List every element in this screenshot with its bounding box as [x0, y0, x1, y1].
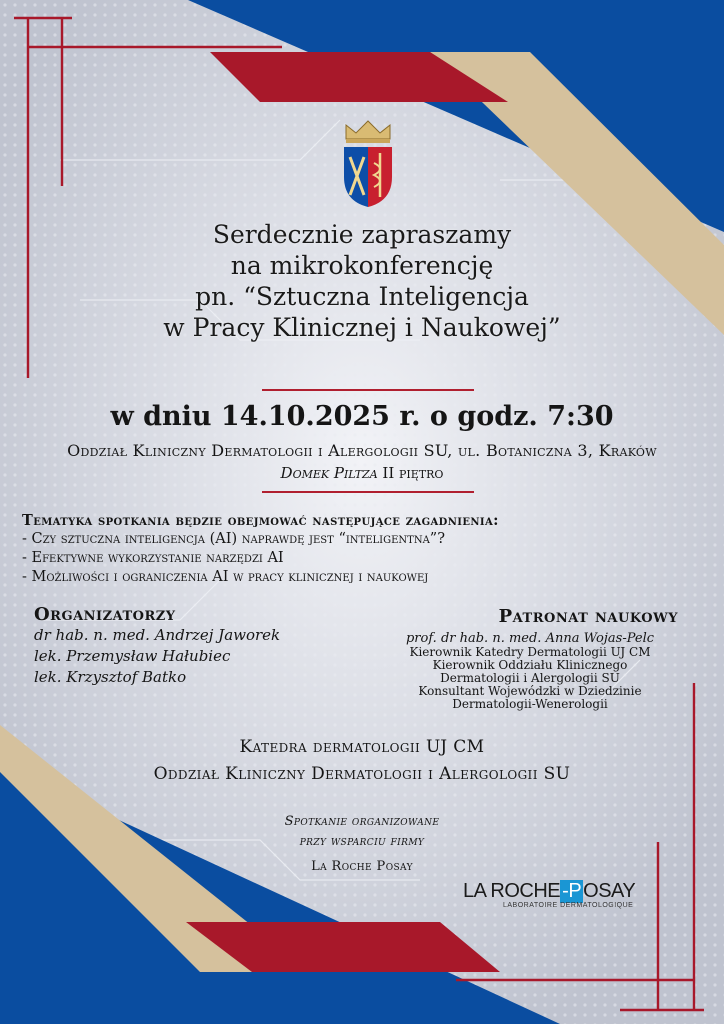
organizer-name: dr hab. n. med. Andrzej Jaworek	[34, 626, 281, 644]
sponsor-line-2: przy wsparciu firmy	[299, 834, 425, 849]
patron-title: Kierownik Katedry Dermatologii UJ CM	[409, 645, 651, 659]
patron-title: Kierownik Oddziału Klinicznego	[432, 658, 628, 672]
divider-top	[262, 389, 474, 391]
organizer-name: lek. Przemysław Hałubiec	[34, 647, 231, 665]
organizers-section	[34, 604, 354, 688]
venue-name: Domek Piltza	[280, 464, 378, 482]
logo-text-right: OSAY	[583, 880, 636, 902]
institution-line-1: Katedra dermatologii UJ CM	[239, 737, 485, 757]
title-line-1: Serdecznie zapraszamy	[212, 220, 512, 249]
logo-wordmark	[463, 880, 635, 903]
patron-title: Dermatologii i Alergologii SU	[440, 671, 620, 685]
title-line-2: na mikrokonferencję	[230, 251, 494, 280]
topic-item: - Możliwości i ograniczenia AI w pracy klinicznej i naukowej	[22, 569, 429, 585]
la-roche-posay-logo	[463, 880, 643, 916]
patronage-heading: Patronat naukowy	[498, 606, 678, 627]
sponsor-line-1: Spotkanie organizowane	[284, 814, 440, 829]
topic-item: - Efektywne wykorzystanie narzędzi AI	[22, 550, 284, 566]
patronage-section	[380, 606, 680, 711]
invitation-title	[0, 219, 724, 343]
institution-line-2: Oddział Kliniczny Dermatologii i Alergologii SU	[153, 764, 571, 784]
sponsor-note	[0, 812, 724, 852]
organizer-name: lek. Krzysztof Batko	[34, 668, 187, 686]
topics-section	[22, 511, 712, 587]
patron-title: Konsultant Wojewódzki w Dziedzinie	[418, 684, 642, 698]
sponsor-firm: La Roche Posay	[311, 859, 413, 874]
patron-title: Dermatologii-Wenerologii	[452, 697, 608, 711]
divider-bottom	[262, 491, 474, 493]
title-line-3: pn. “Sztuczna Inteligencja	[195, 282, 529, 311]
event-venue	[0, 464, 724, 482]
event-location: Oddział Kliniczny Dermatologii i Alergologii SU, ul. Botaniczna 3, Kraków	[67, 441, 657, 460]
event-date: w dniu 14.10.2025 r. o godz. 7:30	[110, 401, 614, 432]
venue-floor: II piętro	[377, 464, 444, 482]
organizers-heading: Organizatorzy	[34, 604, 176, 625]
title-line-4: w Pracy Klinicznej i Naukowej”	[163, 313, 561, 342]
patron-name: prof. dr hab. n. med. Anna Wojas-Pelc	[405, 631, 655, 646]
topics-heading: Tematyka spotkania będzie obejmować następujące zagadnienia:	[22, 512, 499, 529]
topic-item: - Czy sztuczna inteligencja (AI) naprawdę jest “inteligentna”?	[22, 531, 445, 547]
logo-text-left: LA ROCHE	[463, 880, 561, 902]
logo-subtitle: LABORATOIRE DERMATOLOGIQUE	[503, 902, 634, 909]
logo-text-box: -P	[562, 880, 582, 902]
